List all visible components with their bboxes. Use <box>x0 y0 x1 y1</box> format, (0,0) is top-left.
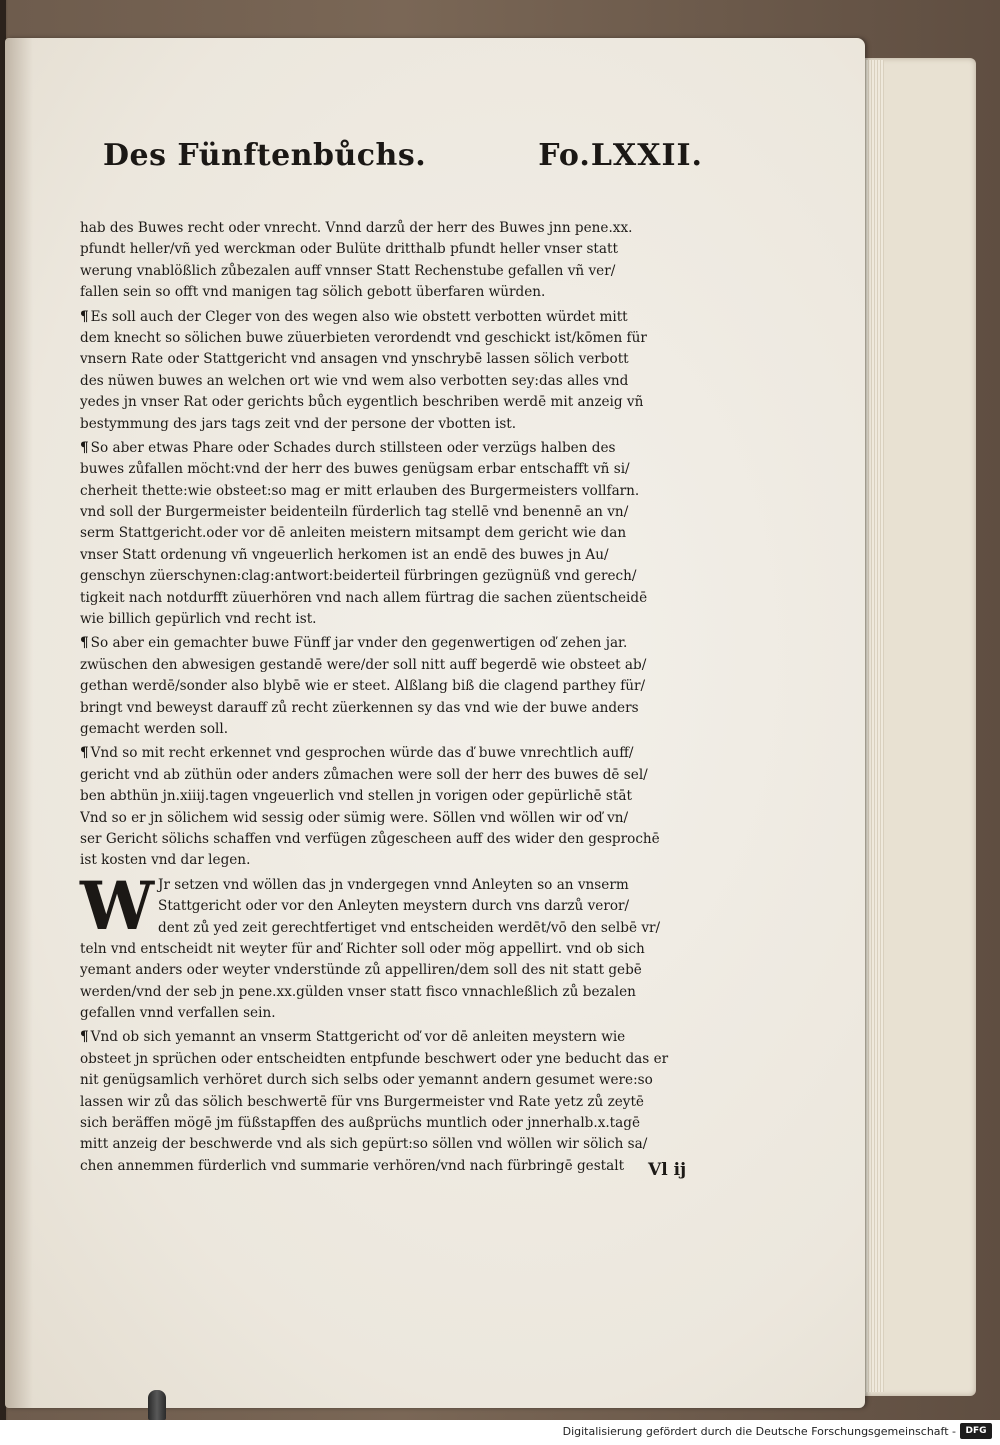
paragraph <box>80 438 720 631</box>
text-line-content: fallen sein so offt vnd manigen tag sölich gebott überfaren würden. <box>80 284 546 301</box>
text-line <box>80 371 720 392</box>
text-line <box>80 414 720 435</box>
pilcrow-mark: ¶ <box>80 635 89 652</box>
text-line <box>80 1113 720 1134</box>
text-line <box>80 982 720 1003</box>
text-line-content: Vnd ob sich yemannt an vnserm Stattgericht oď vor dē anleiten meystern wie <box>90 1029 626 1046</box>
text-line-content: nit genügsamlich verhöret durch sich selbs oder yemannt andern gesumet were:so <box>80 1072 653 1089</box>
text-line <box>80 765 720 786</box>
text-line-content: ben abthün jn.xiiij.tagen vngeuerlich vnd stellen jn vorigen oder gepürlichē stāt <box>80 788 632 805</box>
text-line-content: yemant anders oder weyter vnderstünde zů appelliren/dem soll des nit statt gebē <box>80 962 642 979</box>
text-line-content: ser Gericht sölichs schaffen vnd verfügen zůgescheen auff des wider den gesprochē <box>80 830 660 847</box>
paragraph <box>80 218 720 304</box>
text-line <box>80 698 720 719</box>
running-head-title: Des Fünftenbůchs. <box>103 138 427 173</box>
paragraph <box>80 743 720 871</box>
text-line <box>80 1156 720 1177</box>
text-line-content: lassen wir zů das sölich beschwertē für vns Burgermeister vnd Rate yetz zů zeytē <box>80 1093 644 1110</box>
text-line-content: cherheit thette:wie obsteet:so mag er mitt erlauben des Burgermeisters vollfarn. <box>80 482 640 499</box>
text-line-content: serm Stattgericht.oder vor dē anleiten meistern mitsampt dem gericht wie dan <box>80 525 627 542</box>
text-line-content: yedes jn vnser Rat oder gerichts bůch eygentlich beschriben werdē mit anzeig vñ <box>80 394 644 411</box>
running-head <box>103 138 703 208</box>
text-line-content: vnser Statt ordenung vñ vngeuerlich herkomen ist an endē des buwes jn Au/ <box>80 546 609 563</box>
text-line-content: gethan werdē/sonder also blybē wie er steet. Alßlang biß die clagend parthey für/ <box>80 678 646 695</box>
paragraph <box>80 633 720 740</box>
text-line-content: gericht vnd ab züthün oder anders zůmachen were soll der herr des buwes dē sel/ <box>80 766 648 783</box>
text-line <box>80 633 720 654</box>
text-line-content: gemacht werden soll. <box>80 720 229 737</box>
text-line-content: mitt anzeig der beschwerde vnd als sich gepürt:so söllen vnd wöllen wir sölich sa/ <box>80 1136 648 1153</box>
text-line <box>80 1134 720 1155</box>
text-line <box>80 1003 720 1024</box>
text-line <box>80 655 720 676</box>
pilcrow-mark: ¶ <box>80 308 89 325</box>
text-line-content: pfundt heller/vñ yed werckman oder Bulüte dritthalb pfundt heller vnser statt <box>80 241 618 258</box>
text-line-content: hab des Buwes recht oder vnrecht. Vnnd darzů der herr des Buwes jnn pene.xx. <box>80 220 633 236</box>
drop-initial: W <box>80 866 155 945</box>
text-line-content: So aber etwas Phare oder Schades durch stillsteen oder verzügs halben des <box>90 439 616 456</box>
text-line <box>80 1092 720 1113</box>
text-line <box>80 239 720 260</box>
text-line-content: des nüwen buwes an welchen ort wie vnd wem also verbotten sey:das alles vnd <box>80 372 629 389</box>
text-line <box>80 218 720 239</box>
paragraph <box>80 866 720 1025</box>
folio-number: Fo.LXXII. <box>538 138 703 173</box>
text-line <box>80 481 720 502</box>
text-line-content: bringt vnd beweyst darauff zů recht züerkennen sy das vnd wie der buwe anders <box>80 699 639 716</box>
text-line <box>80 743 720 764</box>
text-line-content: vnd soll der Burgermeister beidenteiln fürderlich tag stellē vnd benennē an vn/ <box>80 504 629 521</box>
pilcrow-mark: ¶ <box>80 745 89 762</box>
text-line-content: ist kosten vnd dar legen. <box>80 852 251 869</box>
text-line: Jr setzen vnd wöllen das jn vndergegen vnnd Anleyten so an vnserm <box>158 876 629 893</box>
text-line-content: tigkeit nach notdurfft züuerhören vnd nach allem fürtrag die sachen züentscheidē <box>80 589 648 606</box>
text-line-content: obsteet jn sprüchen oder entscheidten entpfunde beschwert oder yne beducht das er <box>80 1050 669 1067</box>
text-line-content: gefallen vnnd verfallen sein. <box>80 1005 276 1022</box>
text-line <box>80 438 720 459</box>
text-line-content: buwes zůfallen möcht:vnd der herr des buwes genügsam erbar entschafft vñ si/ <box>80 461 630 478</box>
pilcrow-mark: ¶ <box>80 439 89 456</box>
text-line <box>80 960 720 981</box>
paragraph <box>80 307 720 435</box>
paragraph <box>80 1027 720 1177</box>
text-line <box>80 261 720 282</box>
page-fore-edge <box>862 60 884 1392</box>
text-line <box>80 588 720 609</box>
text-line <box>80 1070 720 1091</box>
gutter-shadow <box>5 38 33 1408</box>
text-line-content: Vnd so er jn sölichem wid sessig oder sümig were. Söllen vnd wöllen wir oď vn/ <box>80 809 629 826</box>
text-line <box>80 850 720 871</box>
text-line-content: Es soll auch der Cleger von des wegen also wie obstett verbotten würdet mitt <box>90 308 628 325</box>
text-line <box>80 808 720 829</box>
footer-credit: Digitalisierung gefördert durch die Deutsche Forschungsgemeinschaft - <box>562 1425 956 1438</box>
text-line <box>80 545 720 566</box>
text-line <box>80 566 720 587</box>
text-line-content: werden/vnd der seb jn pene.xx.gülden vnser statt fisco vnnachleßlich zů bezalen <box>80 983 636 1000</box>
signature-mark: Vl ij <box>648 1160 687 1180</box>
text-line-content: teln vnd entscheidt nit weyter für anď Richter soll oder mög appellirt. vnd ob sich <box>80 940 645 957</box>
text-line <box>80 523 720 544</box>
pilcrow-mark: ¶ <box>80 1029 89 1046</box>
text-line-content: zwüschen den abwesigen gestandē were/der soll nitt auff begerdē wie obsteet ab/ <box>80 656 647 673</box>
text-line-content: Vnd so mit recht erkennet vnd gesprochen würde das ď buwe vnrechtlich auff/ <box>90 745 634 762</box>
text-line <box>80 392 720 413</box>
text-line-content: genschyn züerschynen:clag:antwort:beiderteil fürbringen gezügnüß vnd gerech/ <box>80 568 637 585</box>
text-line <box>80 1027 720 1048</box>
text-line-content: vnsern Rate oder Stattgericht vnd ansagen vnd ynschrybē lassen sölich verbott <box>80 351 629 368</box>
text-line-content: bestymmung des jars tags zeit vnd der persone der vbotten ist. <box>80 415 517 432</box>
text-line-content: dem knecht so sölichen buwe züuerbieten verordendt vnd geschickt ist/kōmen für <box>80 329 647 346</box>
text-line: dent zů yed zeit gerechtfertiget vnd entscheiden werdēt/vō den selbē vr/ <box>158 919 661 936</box>
dfg-logo: DFG <box>960 1423 992 1439</box>
text-line <box>80 502 720 523</box>
text-line <box>80 939 720 960</box>
text-line <box>80 307 720 328</box>
text-line: Stattgericht oder vor den Anleyten meystern durch vns darzů veror/ <box>158 898 630 915</box>
text-line-content: wie billich gepürlich vnd recht ist. <box>80 611 317 628</box>
text-line-content: So aber ein gemachter buwe Fünff jar vnder den gegenwertigen oď zehen jar. <box>90 635 628 652</box>
text-line <box>80 676 720 697</box>
text-line-content: sich beräffen mögē jm füßstapffen des außprüchs muntlich oder jnnerhalb.x.tagē <box>80 1115 640 1132</box>
text-line <box>80 829 720 850</box>
text-line <box>80 282 720 303</box>
page-clip <box>148 1390 166 1420</box>
text-line-content: werung vnablößlich zůbezalen auff vnnser Statt Rechenstube gefallen vñ ver/ <box>80 262 616 279</box>
text-line-content: chen annemmen fürderlich vnd summarie verhören/vnd nach fürbringē gestalt <box>80 1157 625 1174</box>
text-line <box>80 328 720 349</box>
body-text <box>80 218 720 1180</box>
text-line <box>80 349 720 370</box>
text-line <box>80 459 720 480</box>
initial-block <box>80 866 720 945</box>
text-line <box>80 719 720 740</box>
text-line <box>80 786 720 807</box>
text-line <box>80 609 720 630</box>
text-line <box>80 1049 720 1070</box>
